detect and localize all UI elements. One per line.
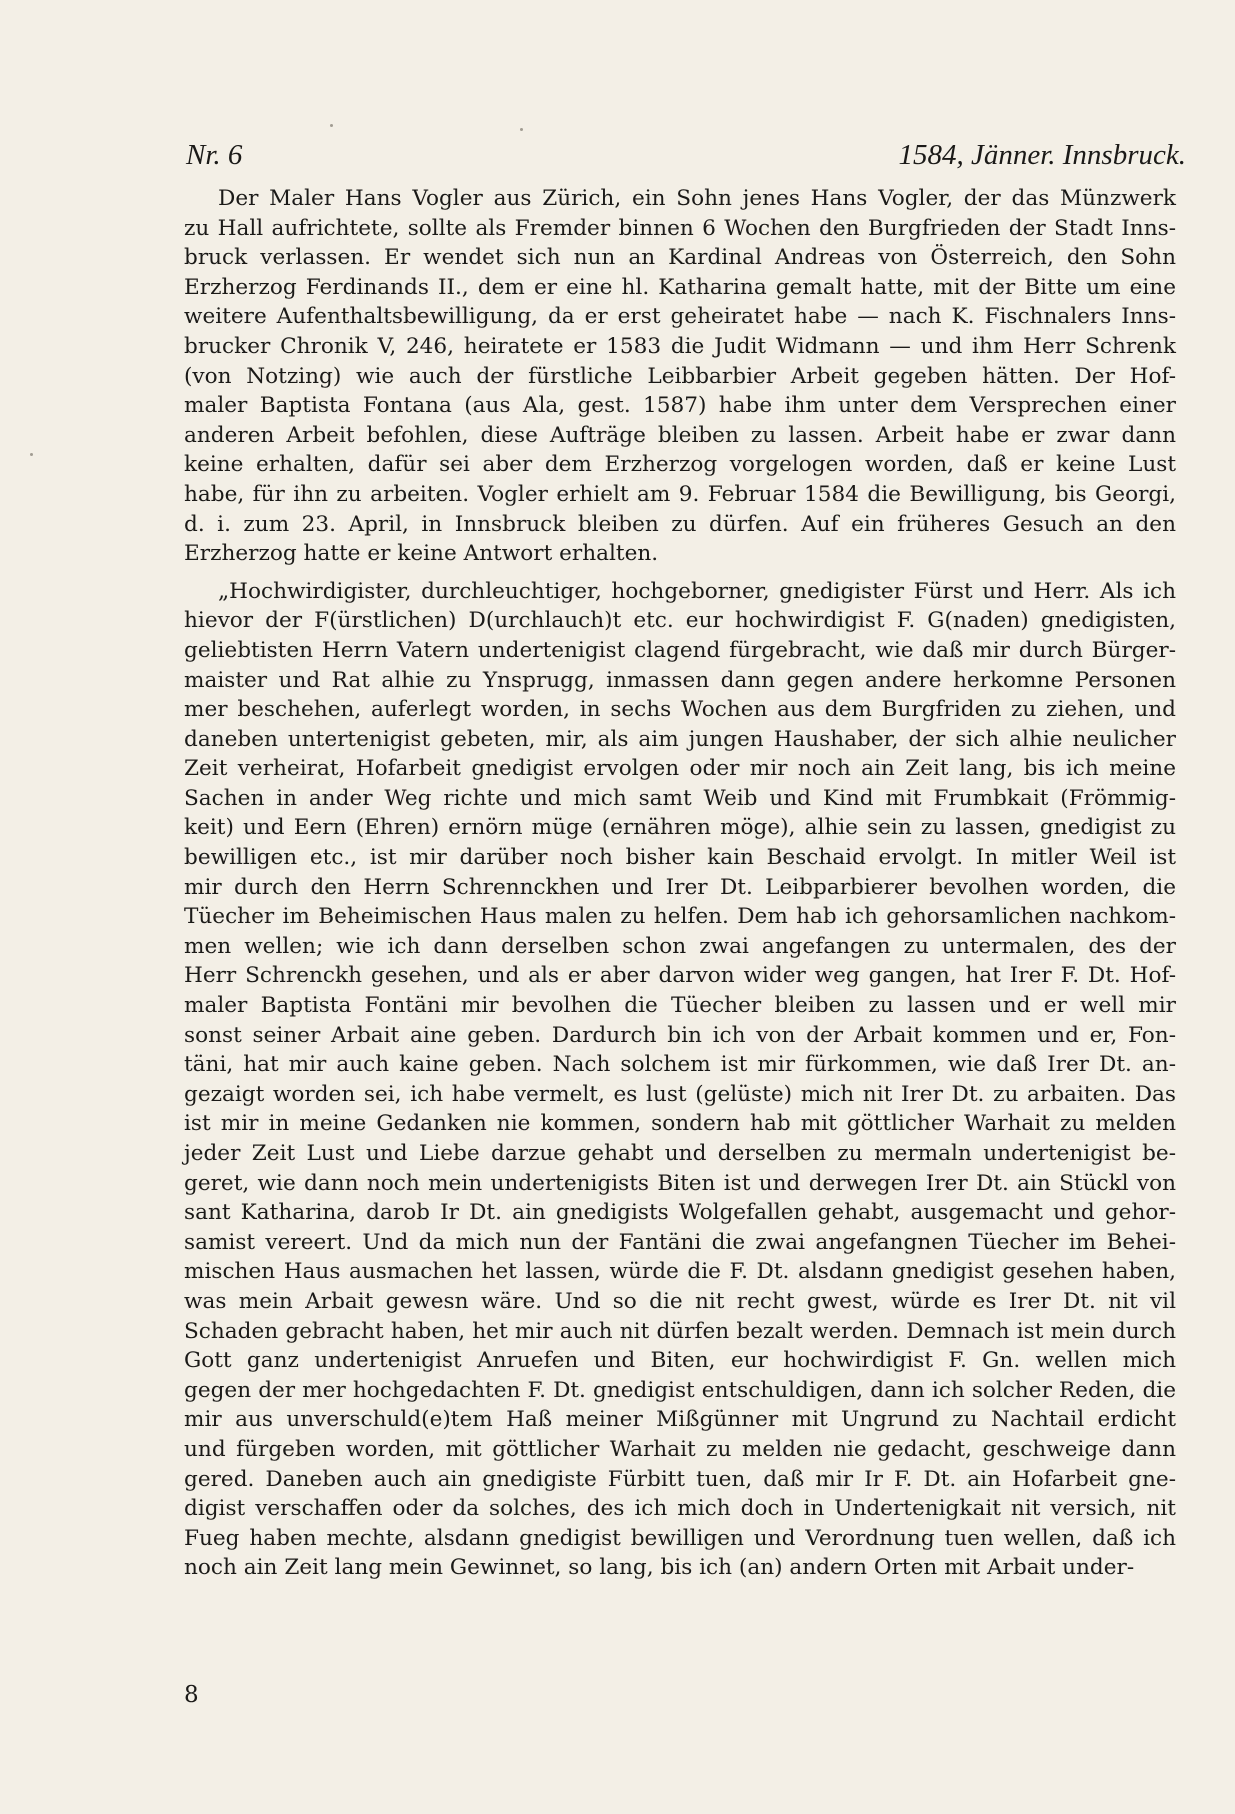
text-line: was mein Arbait gewesn wäre. Und so die nit recht gwest, würde es Irer Dt. nit vil <box>184 1288 1176 1314</box>
running-header <box>186 135 1186 175</box>
text-line: mischen Haus ausmachen het lassen, würde die F. Dt. alsdann gnedigist gesehen haben, <box>184 1259 1176 1285</box>
text-line: mir aus unverschuld(e)tem Haß meiner Mißgünner mit Ungrund zu Nachtail erdicht <box>184 1407 1176 1433</box>
text-line: geliebtisten Herrn Vatern undertenigist clagend fürgebracht, wie daß mir durch Bürger- <box>184 637 1176 663</box>
text-line: habe, für ihn zu arbeiten. Vogler erhielt am 9. Februar 1584 die Bewilligung, bis Georgi, <box>184 481 1176 507</box>
text-line: bewilligen etc., ist mir darüber noch bisher kain Beschaid ervolgt. In mitler Weil ist <box>184 845 1176 871</box>
text-line: ist mir in meine Gedanken nie kommen, sondern hab mit göttlicher Warhait zu melden <box>184 1111 1176 1137</box>
text-line: „Hochwirdigister, durchleuchtiger, hochgeborner, gnedigister Fürst und Herr. Als ich <box>218 578 1176 604</box>
text-line: samist vereert. Und da mich nun der Fantäni die zwai angefangnen Tüecher im Behei- <box>184 1229 1176 1255</box>
text-line: noch ain Zeit lang mein Gewinnet, so lang, bis ich (an) andern Orten mit Arbait under- <box>184 1555 1135 1581</box>
text-line: Zeit verheirat, Hofarbeit gnedigist ervolgen oder mir noch ain Zeit lang, bis ich meine <box>184 756 1176 782</box>
text-line: Der Maler Hans Vogler aus Zürich, ein Sohn jenes Hans Vogler, der das Münzwerk <box>218 186 1176 211</box>
text-line: maler Baptista Fontana (aus Ala, gest. 1587) habe ihm unter dem Versprechen einer <box>184 393 1176 419</box>
text-line: digist verschaffen oder da solches, des ich mich doch in Undertenigkait nit versich, nit <box>184 1496 1176 1522</box>
paper-speck <box>30 453 33 456</box>
text-line: täni, hat mir auch kaine geben. Nach solchem ist mir fürkommen, wie daß Irer Dt. an- <box>184 1052 1176 1078</box>
text-line: gered. Daneben auch ain gnedigiste Fürbitt tuen, daß mir Ir F. Dt. ain Hofarbeit gne- <box>184 1466 1176 1492</box>
text-line: maler Baptista Fontäni mir bevolhen die Tüecher bleiben zu lassen und er well mir <box>184 993 1176 1019</box>
text-line: (von Notzing) wie auch der fürstliche Leibbarbier Arbeit gegeben hätten. Der Hof- <box>184 363 1176 389</box>
text-line: jeder Zeit Lust und Liebe darzue gehabt und derselben zu mermaln undertenigist be- <box>184 1141 1176 1166</box>
text-line: sant Katharina, darob Ir Dt. ain gnedigists Wolgefallen gehabt, ausgemacht und gehor- <box>184 1200 1176 1226</box>
paper-speck <box>520 128 523 131</box>
text-line: Fueg haben mechte, alsdann gnedigist bewilligen und Verordnung tuen wellen, daß ich <box>184 1525 1176 1551</box>
text-line: geret, wie dann noch mein undertenigists Biten ist und derwegen Irer Dt. ain Stückl von <box>184 1170 1176 1196</box>
intro-paragraph <box>184 184 1176 569</box>
text-line: bruck verlassen. Er wendet sich nun an Kardinal Andreas von Österreich, den Sohn <box>184 245 1176 271</box>
text-line: keine erhalten, dafür sei aber dem Erzherzog vorgelogen worden, daß er keine Lust <box>184 452 1176 478</box>
text-line: Herr Schrenckh gesehen, und als er aber darvon wider weg gangen, hat Irer F. Dt. Hof- <box>184 963 1176 989</box>
text-line: und fürgeben worden, mit göttlicher Warhait zu melden nie gedacht, geschweige dann <box>184 1436 1176 1462</box>
letter-paragraph <box>184 577 1176 1583</box>
page-number: 8 <box>184 1682 199 1708</box>
text-line: men wellen; wie ich dann derselben schon zwai angefangen zu untermalen, des der <box>184 933 1176 959</box>
text-line: sonst seiner Arbait aine geben. Dardurch bin ich von der Arbait kommen und er, Fon- <box>184 1022 1176 1048</box>
text-line: keit) und Eern (Ehren) ernörn müge (ernähren möge), alhie sein zu lassen, gnedigist zu <box>184 815 1176 841</box>
text-line: gezaigt worden sei, ich habe vermelt, es lust (gelüste) mich nit Irer Dt. zu arbaiten. Das <box>184 1081 1176 1107</box>
text-line: weitere Aufenthaltsbewilligung, da er erst geheiratet habe — nach K. Fischnalers Inns- <box>184 304 1176 330</box>
text-line: Erzherzog Ferdinands II., dem er eine hl. Katharina gemalt hatte, mit der Bitte um eine <box>184 274 1176 300</box>
body-text <box>184 184 1176 1583</box>
text-line: brucker Chronik V, 246, heiratete er 1583 die Judit Widmann — und ihm Herr Schrenk <box>184 333 1176 359</box>
text-line: zu Hall aufrichtete, sollte als Fremder binnen 6 Wochen den Burgfrieden der Stadt Inns- <box>184 215 1176 241</box>
text-line: daneben untertenigist gebeten, mir, als aim jungen Haushaber, der sich alhie neulicher <box>184 726 1176 752</box>
text-line: maister und Rat alhie zu Ynsprugg, inmassen dann gegen andere herkomne Personen <box>184 667 1176 693</box>
text-line: Sachen in ander Weg richte und mich samt Weib und Kind mit Frumbkait (Frömmig- <box>184 785 1176 811</box>
paper-speck <box>330 124 333 127</box>
document-date-place: 1584, Jänner. Innsbruck. <box>898 139 1186 171</box>
text-line: Schaden gebracht haben, het mir auch nit dürfen bezalt werden. Demnach ist mein durch <box>184 1318 1176 1344</box>
text-line: Tüecher im Beheimischen Haus malen zu helfen. Dem hab ich gehorsamlichen nachkom- <box>184 904 1176 930</box>
paragraph-gap <box>184 569 1176 577</box>
text-line: Erzherzog hatte er keine Antwort erhalten. <box>184 541 659 567</box>
text-line: mir durch den Herrn Schrennckhen und Irer Dt. Leibparbierer bevolhen worden, die <box>184 874 1176 900</box>
text-line: anderen Arbeit befohlen, diese Aufträge bleiben zu lassen. Arbeit habe er zwar dann <box>184 422 1176 448</box>
text-line: d. i. zum 23. April, in Innsbruck bleiben zu dürfen. Auf ein früheres Gesuch an den <box>184 511 1176 537</box>
text-line: hievor der F(ürstlichen) D(urchlauch)t etc. eur hochwirdigist F. G(naden) gnedigisten, <box>184 608 1176 634</box>
text-line: mer beschehen, auferlegt worden, in sechs Wochen aus dem Burgfriden zu ziehen, und <box>184 697 1176 723</box>
document-number: Nr. 6 <box>186 139 243 171</box>
text-line: gegen der mer hochgedachten F. Dt. gnedigist entschuldigen, dann ich solcher Reden, die <box>184 1377 1176 1403</box>
text-line: Gott ganz undertenigist Anruefen und Biten, eur hochwirdigist F. Gn. wellen mich <box>184 1348 1176 1374</box>
